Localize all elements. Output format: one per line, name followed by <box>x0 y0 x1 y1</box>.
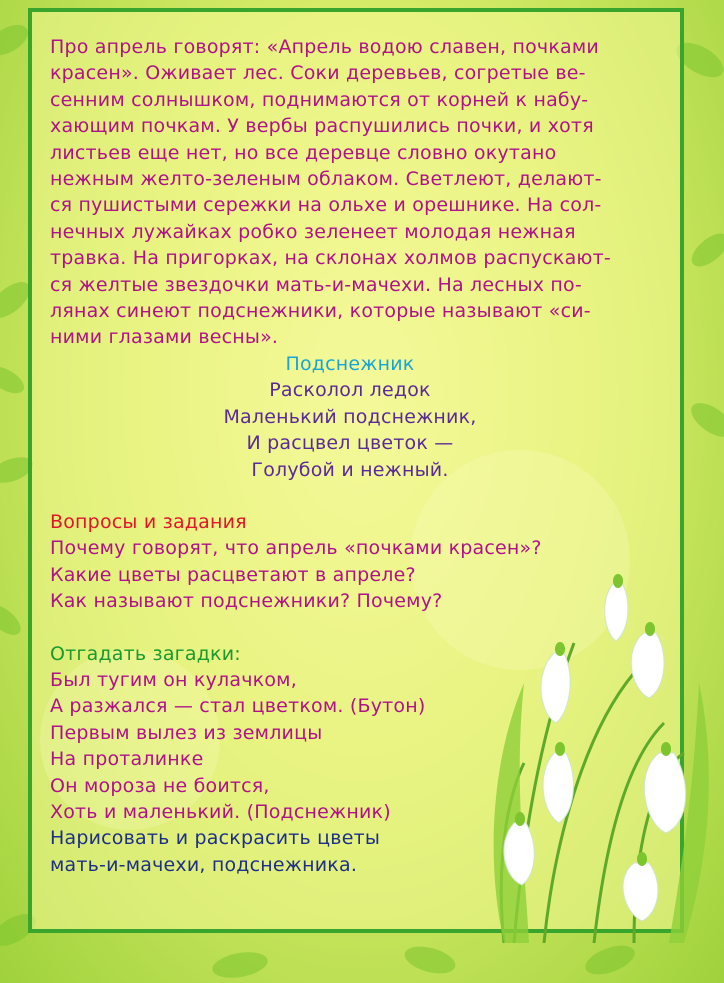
question-item: Как называют подснежники? Почему? <box>50 590 443 613</box>
intro-line: Про апрель говорят: «Апрель водою славен, почками <box>50 36 599 58</box>
task-line: Нарисовать и раскрасить цветы <box>50 827 381 850</box>
intro-line: сенним солнышком, поднимаются от корней к набу- <box>50 88 589 111</box>
questions-heading: Вопросы и задания <box>50 510 247 533</box>
intro-line: хающим почкам. У вербы распушились почки, и хотя <box>50 115 594 138</box>
riddle-line: Он мороза не боится, <box>50 774 270 797</box>
task-line: мать-и-мачехи, подснежника. <box>50 853 358 876</box>
riddles-heading: Отгадать загадки: <box>50 642 241 665</box>
leaf-decoration <box>685 396 724 443</box>
poem-line: Голубой и нежный. <box>251 458 449 481</box>
intro-line: нежным желто-зеленым облаком. Светлеют, делают- <box>50 168 602 191</box>
intro-line: нечных лужайках робко зеленеет молодая нежная <box>50 220 576 243</box>
intro-paragraph <box>50 34 650 351</box>
riddle-line: Был тугим он кулачком, <box>50 668 297 691</box>
poem-line: И расцвел цветок — <box>246 432 454 455</box>
leaf-decoration <box>210 948 269 981</box>
riddle-line: На проталинке <box>50 748 204 771</box>
leaf-decoration <box>0 361 28 398</box>
poem <box>50 351 650 483</box>
leaf-decoration <box>402 942 458 979</box>
snowdrop-blossom <box>644 753 685 833</box>
riddle-line: А разжался — стал цветком. (Бутон) <box>50 695 426 718</box>
intro-line: ними глазами весны». <box>50 326 279 349</box>
poem-line: Маленький подснежник, <box>223 405 477 428</box>
riddles-list <box>50 667 650 825</box>
questions-list <box>50 535 650 614</box>
leaf-decoration <box>0 599 26 640</box>
poem-line: Расколол ледок <box>269 379 431 402</box>
riddle-line: Первым вылез из землицы <box>50 721 323 744</box>
riddle-line: Хоть и маленький. (Подснежник) <box>50 800 391 823</box>
intro-line: травка. На пригорках, на склонах холмов распускают- <box>50 247 611 270</box>
intro-line: красен». Оживает лес. Соки деревьев, согретые ве- <box>50 62 586 85</box>
intro-line: ся желтые звездочки мать-и-мачехи. На лесных по- <box>50 273 582 296</box>
question-item: Какие цветы расцветают в апреле? <box>50 563 416 586</box>
leaf-decoration <box>581 940 638 980</box>
intro-line: ся пушистыми сережки на ольхе и орешнике. На сол- <box>50 194 602 217</box>
poem-title: Подснежник <box>285 352 415 375</box>
intro-line: лянах синеют подснежники, которые называют «си- <box>50 300 591 323</box>
intro-line: листьев еще нет, но все деревце словно окутано <box>50 141 557 164</box>
page-content <box>50 34 650 878</box>
drawing-task <box>50 825 650 878</box>
leaf-decoration <box>686 227 724 272</box>
question-item: Почему говорят, что апрель «почками красен»? <box>50 537 542 560</box>
